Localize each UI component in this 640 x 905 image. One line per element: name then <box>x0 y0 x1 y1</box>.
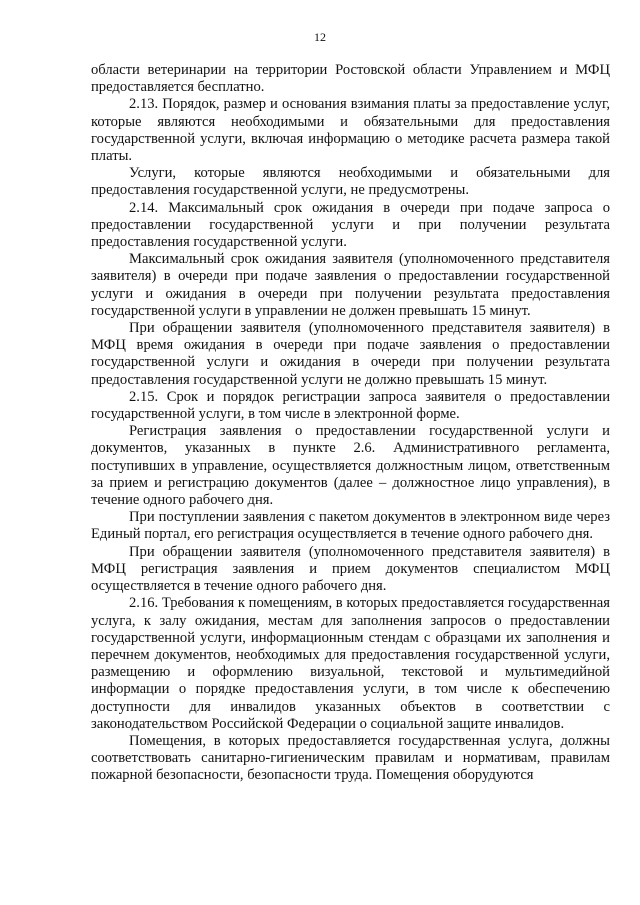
paragraph: Максимальный срок ожидания заявителя (уполномоченного представителя заявителя) в очереди при подаче заявления о предоставлении государственной услуги и ожидания в очереди при получении результата предоставления государственной услуги в управлении не должен превышать 15 минут. <box>91 251 610 319</box>
paragraph-2-13: 2.13. Порядок, размер и основания взимания платы за предоставление услуг, которые являются необходимыми и обязательными для предоставления государственной услуги, включая информацию о методике расчета размера такой платы. <box>91 96 610 165</box>
document-body <box>91 62 610 785</box>
paragraph-2-14: 2.14. Максимальный срок ожидания в очереди при подаче запроса о предоставлении государственной услуги и при получении результата предоставления государственной услуги. <box>91 199 610 251</box>
paragraph-2-16: 2.16. Требования к помещениям, в которых предоставляется государственная услуга, к залу ожидания, местам для заполнения запросов о предоставлении государственной услуги, информационным стендам с образцами их заполнения и перечнем документов, необходимых для предоставления государственной услуги, размещению и оформлению визуальной, текстовой и мультимедийной информации о порядке предоставления услуги, в том числе к обеспечению доступности для инвалидов указанных объектов в соответствии с законодательством Российской Федерации о социальной защите инвалидов. <box>91 595 610 732</box>
paragraph: При обращении заявителя (уполномоченного представителя заявителя) в МФЦ регистрация заявления и прием документов специалистом МФЦ осуществляется в течение одного рабочего дня. <box>91 543 610 595</box>
paragraph: Услуги, которые являются необходимыми и обязательными для предоставления государственной услуги, не предусмотрены. <box>91 165 610 199</box>
page-number: 12 <box>314 30 326 44</box>
paragraph-2-15: 2.15. Срок и порядок регистрации запроса заявителя о предоставлении государственной услуги, в том числе в электронной форме. <box>91 388 610 423</box>
paragraph: При поступлении заявления с пакетом документов в электронном виде через Единый портал, его регистрация осуществляется в течение одного рабочего дня. <box>91 509 610 543</box>
paragraph: Регистрация заявления о предоставлении государственной услуги и документов, указанных в пункте 2.6. Административного регламента, поступивших в управление, осуществляется должностным лицом, ответственным за прием и регистрацию документов (далее – должностное лицо управления), в течение одного рабочего дня. <box>91 423 610 509</box>
paragraph: При обращении заявителя (уполномоченного представителя заявителя) в МФЦ время ожидания в очереди при подаче заявления о предоставлении государственной услуги и ожидания в очереди при получении результата предоставления государственной услуги не должно превышать 15 минут. <box>91 320 610 388</box>
paragraph: Помещения, в которых предоставляется государственная услуга, должны соответствовать санитарно-гигиеническим правилам и нормативам, правилам пожарной безопасности, безопасности труда. Помещения оборудуются <box>91 732 610 784</box>
paragraph-continued: области ветеринарии на территории Ростовской области Управлением и МФЦ предоставляется бесплатно. <box>91 62 610 96</box>
